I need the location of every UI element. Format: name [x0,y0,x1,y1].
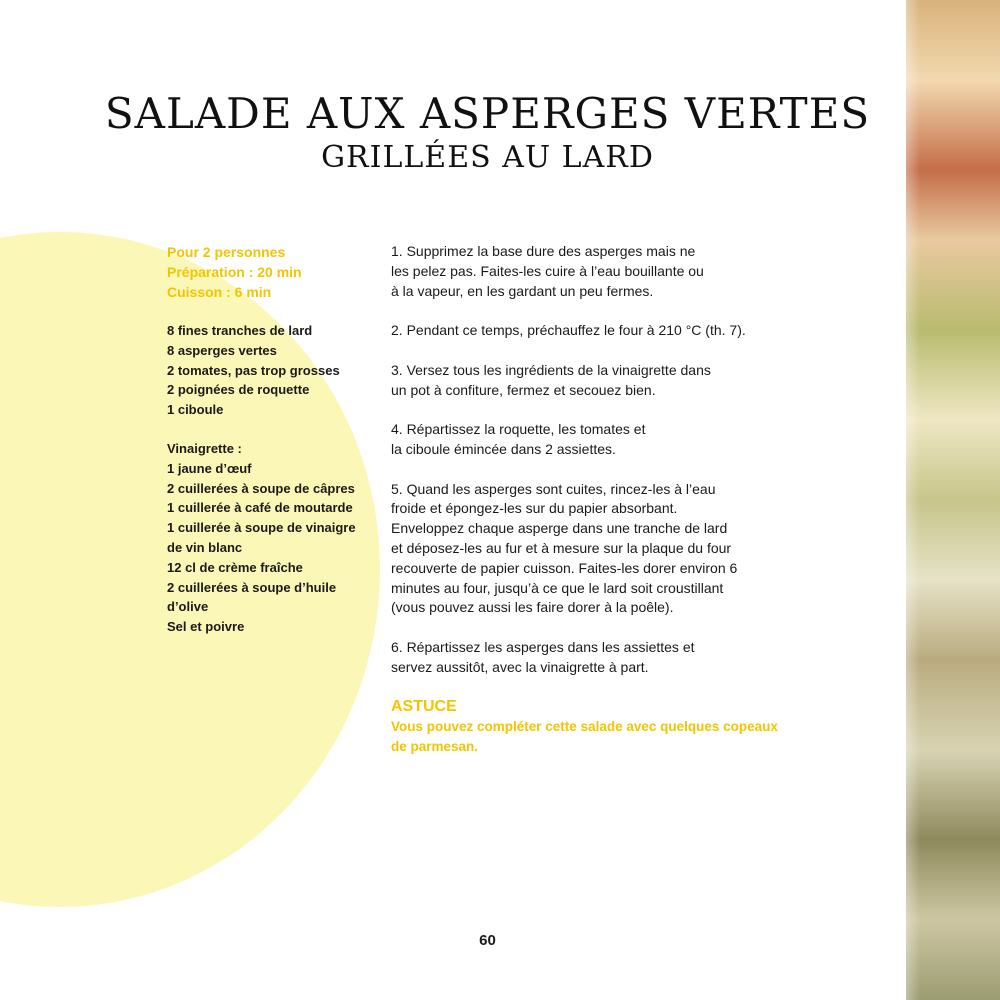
cook-time-text: Cuisson : 6 min [167,284,272,300]
recipe-title-line1: SALADE AUX ASPERGES VERTES [104,89,871,138]
tip-line: Vous pouvez compléter cette salade avec quelques copeaux [391,719,778,735]
ingredient-list [167,321,372,420]
ingredient-item: 8 fines tranches de lard [167,323,313,338]
prep-time-text: Préparation : 20 min [167,264,302,280]
step-line: 6. Répartissez les asperges dans les assiettes et [391,638,695,655]
step-1 [391,242,821,301]
step-line: 5. Quand les asperges sont cuites, rincez-les à l’eau [391,480,716,497]
recipe-meta [167,242,372,302]
step-line: les pelez pas. Faites-les cuire à l’eau bouillante ou [391,262,704,279]
tip-text [391,717,821,757]
ingredient-item: 2 tomates, pas trop grosses [167,362,340,378]
tip-title: ASTUCE [391,698,457,716]
vinaigrette-item: 2 cuillerées à soupe de câpres [167,480,355,496]
step-line: (vous pouvez aussi les faire dorer à la poêle). [391,599,674,616]
vinaigrette-heading: Vinaigrette : [167,440,242,456]
step-line: minutes au four, jusqu’à ce que le lard soit croustillant [391,579,724,596]
recipe-title-line2: GRILLÉES AU LARD [321,140,654,175]
vinaigrette-item: de vin blanc [167,539,243,555]
step-line: froide et épongez-les sur du papier absorbant. [391,500,678,517]
step-line: à la vapeur, en les gardant un peu fermes. [391,282,654,299]
step-line: Enveloppez chaque asperge dans une tranche de lard [391,520,728,537]
vinaigrette-item: 1 jaune d’œuf [167,460,252,476]
vinaigrette-item: d’olive [167,599,209,615]
vinaigrette-list [167,439,372,637]
step-line: la ciboule émincée dans 2 assiettes. [391,440,616,457]
vinaigrette-item: 1 cuillerée à soupe de vinaigre [167,520,356,536]
ingredient-item: 1 ciboule [167,402,224,418]
step-5 [391,480,821,619]
step-line: 2. Pendant ce temps, préchauffez le four à 210 °C (th. 7). [391,322,746,339]
step-line: 3. Versez tous les ingrédients de la vinaigrette dans [391,361,711,378]
servings-text: Pour 2 personnes [167,244,286,260]
vinaigrette-item: 1 cuillerée à café de moutarde [167,500,353,516]
step-4 [391,420,821,460]
tip-line: de parmesan. [391,739,479,755]
ingredients-column [167,242,372,656]
step-line: servez aussitôt, avec la vinaigrette à part. [391,658,649,675]
vinaigrette-item: Sel et poivre [167,619,245,635]
instructions-column [391,242,821,757]
step-3 [391,361,821,401]
ingredient-item: 2 poignées de roquette [167,382,310,398]
step-2 [391,321,821,341]
step-line: un pot à confiture, fermez et secouez bien. [391,381,656,398]
step-line: et déposez-les au fur et à mesure sur la plaque du four [391,539,732,556]
page-number: 60 [479,932,496,949]
step-line: recouverte de papier cuisson. Faites-les dorer environ 6 [391,559,738,576]
vinaigrette-item: 2 cuillerées à soupe d’huile [167,579,337,595]
vinaigrette-item: 12 cl de crème fraîche [167,559,303,575]
step-6 [391,638,821,678]
step-line: 1. Supprimez la base dure des asperges mais ne [391,243,696,259]
ingredient-item: 8 asperges vertes [167,342,277,358]
step-line: 4. Répartissez la roquette, les tomates et [391,421,646,438]
